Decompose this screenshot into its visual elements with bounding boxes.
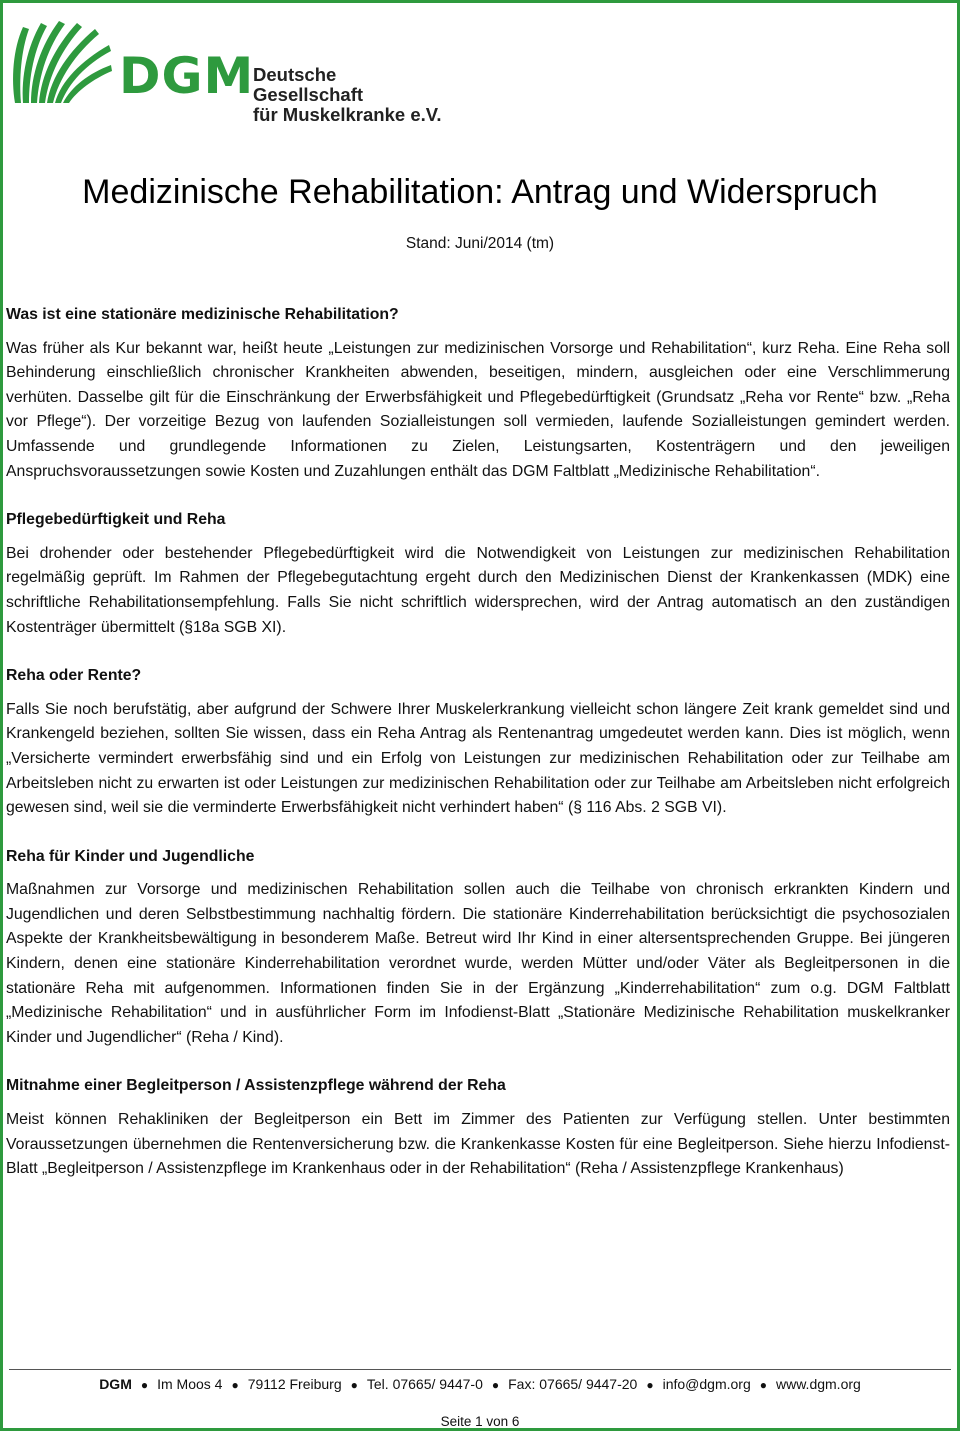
footer-address: Im Moos 4	[157, 1376, 223, 1392]
document-body	[6, 303, 950, 1206]
section-begleitperson	[6, 1074, 950, 1181]
section-heading: Was ist eine stationäre medizinische Rehabilitation?	[6, 306, 399, 323]
section-heading: Mitnahme einer Begleitperson / Assistenzpflege während der Reha	[6, 1077, 506, 1095]
footer-fax: Fax: 07665/ 9447-20	[508, 1376, 638, 1392]
footer-phone: Tel. 07665/ 9447-0	[366, 1376, 483, 1392]
logo-name-line1: Deutsche Gesellschaft	[253, 64, 364, 105]
page-number: Seite 1 von 6	[440, 1414, 520, 1429]
footer-org: DGM	[99, 1376, 132, 1392]
section-kinder-jugendliche	[6, 845, 950, 1051]
bullet-icon: ●	[350, 1378, 358, 1392]
footer-contact	[3, 1376, 957, 1392]
section-heading: Reha für Kinder und Jugendliche	[6, 847, 255, 865]
section-heading: Reha oder Rente?	[6, 667, 142, 685]
footer-city: 79112 Freiburg	[247, 1376, 342, 1392]
bullet-icon: ●	[140, 1378, 149, 1392]
bullet-icon: ●	[646, 1378, 654, 1392]
section-text: Bei drohender oder bestehender Pflegebedürftigkeit wird die Notwendigkeit von Leistungen zur medizinischen Rehabilitation regelmäßig geprüft. Im Rahmen der Pflegebegutachtung ergeht durch den Medizinischen Dienst der Krankenkassen (MDK) eine schriftliche Rehabilitationsempfehlung. Falls Sie nicht schriftlich widersprechen, wird der Antrag automatisch an den zuständigen Kostenträger übermittelt (§18a SGB XI).	[6, 544, 950, 636]
section-text: Maßnahmen zur Vorsorge und medizinischen Rehabilitation sollen auch die Teilhabe von chronisch erkrankten Kindern und Jugendlichen und deren Selbstbestimmung nachhaltig fördern. Die stationäre Kinderrehabilitation berücksichtigt die psychosozialen Aspekte der Krankheitsbewältigung in besonderem Maße. Betreut wird Ihr Kind in einer altersentsprechenden Gruppe. Bei jüngeren Kindern, denen eine stationäre Kinderrehabilitation verordnet wurde, werden Mütter und/oder Väter als Begleitpersonen in die stationäre Reha mit aufgenommen. Informationen finden Sie in der Ergänzung „Kinderrehabilitation“ zum o.g. DGM Faltblatt „Medizinische Rehabilitation“ und in ausführlicher Form im Infodienst-Blatt „Stationäre Medizinische Rehabilitation muskelkranker Kinder und Jugendlicher“ (Reha / Kind).	[6, 881, 950, 1046]
logo-abbreviation: DGM	[119, 47, 255, 105]
bullet-icon: ●	[491, 1378, 500, 1392]
bullet-icon: ●	[231, 1378, 239, 1392]
section-stationaere-reha	[6, 303, 950, 484]
footer-website-link[interactable]: www.dgm.org	[776, 1376, 861, 1392]
logo-organization-name	[253, 65, 449, 125]
section-text: Meist können Rehakliniken der Begleitperson ein Bett im Zimmer des Patienten zur Verfügung stellen. Unter bestimmten Voraussetzungen übernehmen die Rentenversicherung bzw. die Krankenkasse Kosten für eine Begleitperson. Siehe hierzu Infodienst-Blatt „Begleitperson / Assistenzpflege im Krankenhaus oder in der Rehabilitation“ (Reha / Assistenzpflege Krankenhaus)	[6, 1111, 950, 1178]
footer-divider	[9, 1369, 951, 1370]
footer-email-link[interactable]: info@dgm.org	[662, 1376, 751, 1392]
section-pflegebeduerftigkeit	[6, 508, 950, 640]
fan-leaf-icon	[9, 9, 113, 105]
dgm-logo	[9, 9, 449, 125]
page-title: Medizinische Rehabilitation: Antrag und Widerspruch	[82, 173, 878, 211]
logo-name-line2: für Muskelkranke e.V.	[253, 104, 442, 125]
bullet-icon: ●	[759, 1378, 767, 1392]
section-reha-oder-rente	[6, 664, 950, 821]
section-heading: Pflegebedürftigkeit und Reha	[6, 511, 226, 529]
section-text: Falls Sie noch berufstätig, aber aufgrund der Schwere Ihrer Muskelerkrankung vielleicht schon längere Zeit krank gemeldet sind und Krankengeld beziehen, sollten Sie wissen, dass ein Reha Antrag als Rentenantrag umgedeutet werden kann. Dies ist möglich, wenn „Versicherte vermindert erwerbsfähig sind und ein Erfolg von Leistungen zur medizinischen Rehabilitation oder zur Teilhabe am Arbeitsleben nicht zu erwarten ist oder Leistungen zur medizinischen Rehabilitation oder zur Teilhabe am Arbeitsleben nicht erfolgreich gewesen sind, weil sie die verminderte Erwerbsfähigkeit nicht verhindert haben“ (§ 116 Abs. 2 SGB VI).	[6, 700, 950, 817]
section-text: Was früher als Kur bekannt war, heißt heute „Leistungen zur medizinischen Vorsorge und Rehabilitation“, kurz Reha. Eine Reha soll Behinderung einschließlich chronischer Krankheiten abwenden, beseitigen, mindern, ausgleichen oder eine Verschlimmerung verhüten. Dasselbe gilt für die Einschränkung der Erwerbsfähigkeit und Pflegebedürftigkeit (Grundsatz „Reha vor Rente“ bzw. „Reha vor Pflege“). Der vorzeitige Bezug von laufenden Sozialleistungen soll vermieden, laufende Sozialleistungen gemindert werden. Umfassende und grundlegende Informationen zu Zielen, Leistungsarten, Kostenträgern und den jeweiligen Anspruchsvoraussetzungen sowie Kosten und Zuzahlungen enthält das DGM Faltblatt „Medizinische Rehabilitation“.	[6, 339, 950, 480]
document-date: Stand: Juni/2014 (tm)	[405, 235, 555, 252]
